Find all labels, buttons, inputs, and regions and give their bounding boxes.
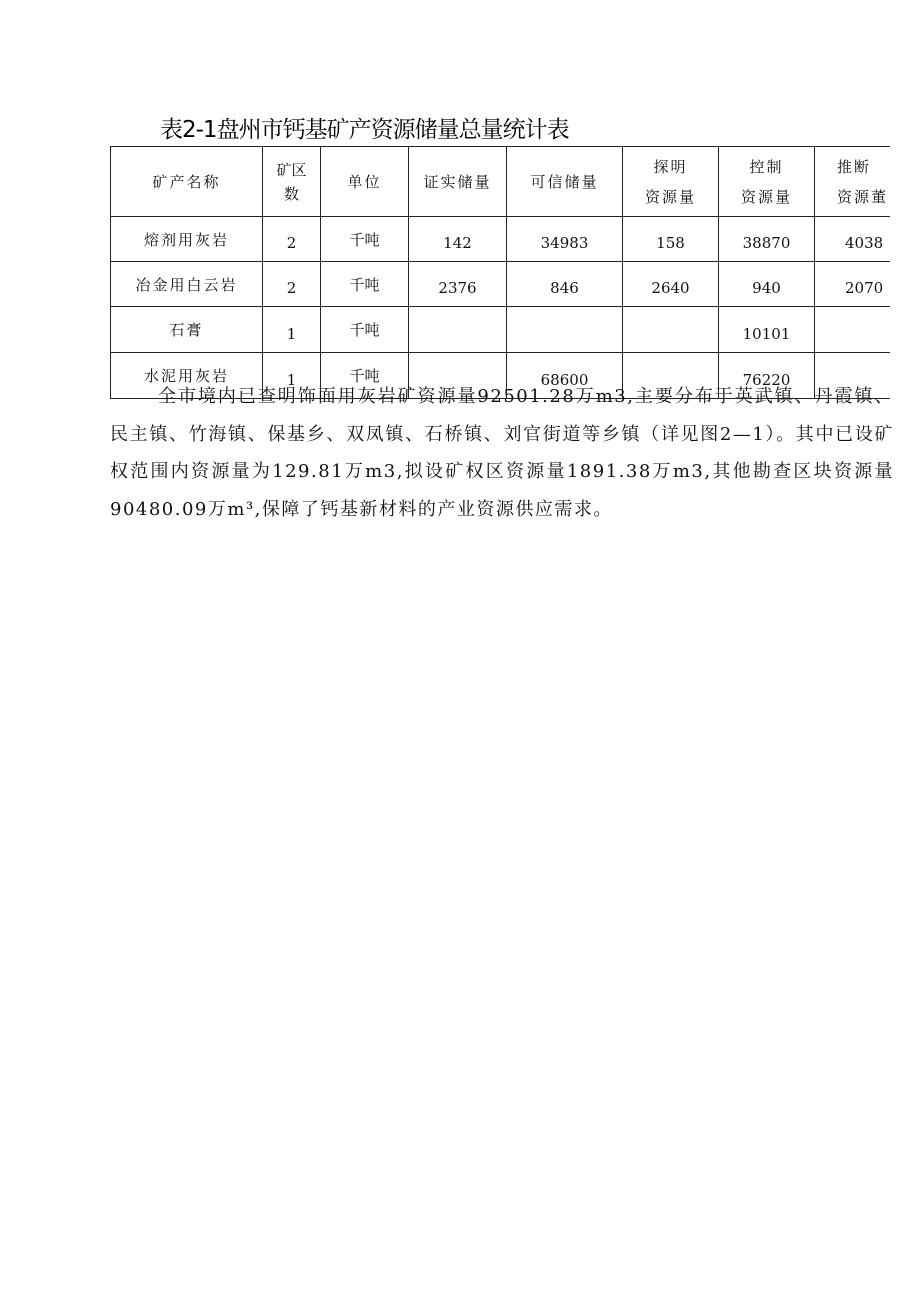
table-row bbox=[111, 307, 891, 353]
cell-probable bbox=[507, 307, 623, 353]
body-paragraph: 全市境内已查明饰面用灰岩矿资源量92501.28万m3,主要分布于英武镇、丹霞镇、民主镇、竹海镇、保基乡、双凤镇、石桥镇、刘官街道等乡镇（详见图2—1）。其中已设矿权范围内资源量为129.81万m3,拟设矿权区资源量1891.38万m3,其他勘查区块资源量90480.09万m³,保障了钙基新材料的产业资源供应需求。 bbox=[110, 386, 894, 520]
resource-table-wrapper bbox=[110, 146, 890, 399]
header-inferred: 推断 资源董 bbox=[815, 147, 891, 217]
cell-probable: 34983 bbox=[507, 217, 623, 262]
cell-count: 2 bbox=[263, 217, 321, 262]
cell-name: 熔剂用灰岩 bbox=[111, 217, 263, 262]
table-row bbox=[111, 262, 891, 307]
cell-inferred: 4038 bbox=[815, 217, 891, 262]
cell-name: 水泥用灰岩 bbox=[111, 353, 263, 399]
cell-indicated: 38870 bbox=[719, 217, 815, 262]
cell-count: 1 bbox=[263, 307, 321, 353]
header-indicated: 控制 资源量 bbox=[719, 147, 815, 217]
cell-probable: 846 bbox=[507, 262, 623, 307]
header-name: 矿产名称 bbox=[111, 147, 263, 217]
cell-count: 1 bbox=[263, 353, 321, 399]
table-row bbox=[111, 217, 891, 262]
cell-name: 冶金用白云岩 bbox=[111, 262, 263, 307]
cell-indicated: 76220 bbox=[719, 353, 815, 399]
cell-unit: 千吨 bbox=[321, 262, 409, 307]
header-measured: 探明 资源量 bbox=[623, 147, 719, 217]
header-count: 矿区 数 bbox=[263, 147, 321, 217]
cell-count: 2 bbox=[263, 262, 321, 307]
cell-proven: 2376 bbox=[409, 262, 507, 307]
cell-unit: 千吨 bbox=[321, 307, 409, 353]
cell-measured bbox=[623, 307, 719, 353]
cell-indicated: 10101 bbox=[719, 307, 815, 353]
cell-unit: 千吨 bbox=[321, 217, 409, 262]
cell-inferred bbox=[815, 307, 891, 353]
cell-unit: 千吨 bbox=[321, 353, 409, 399]
cell-inferred: 2070 bbox=[815, 262, 891, 307]
cell-indicated: 940 bbox=[719, 262, 815, 307]
cell-name: 石膏 bbox=[111, 307, 263, 353]
cell-measured: 2640 bbox=[623, 262, 719, 307]
cell-probable: 68600 bbox=[507, 353, 623, 399]
header-unit: 单位 bbox=[321, 147, 409, 217]
resource-table bbox=[110, 146, 890, 399]
table-header-row bbox=[111, 147, 891, 217]
cell-proven: 142 bbox=[409, 217, 507, 262]
cell-proven bbox=[409, 307, 507, 353]
header-probable: 可信储量 bbox=[507, 147, 623, 217]
table-title: 表2-1盘州市钙基矿产资源储量总量统计表 bbox=[160, 117, 569, 143]
header-proven: 证实储量 bbox=[409, 147, 507, 217]
cell-measured: 158 bbox=[623, 217, 719, 262]
